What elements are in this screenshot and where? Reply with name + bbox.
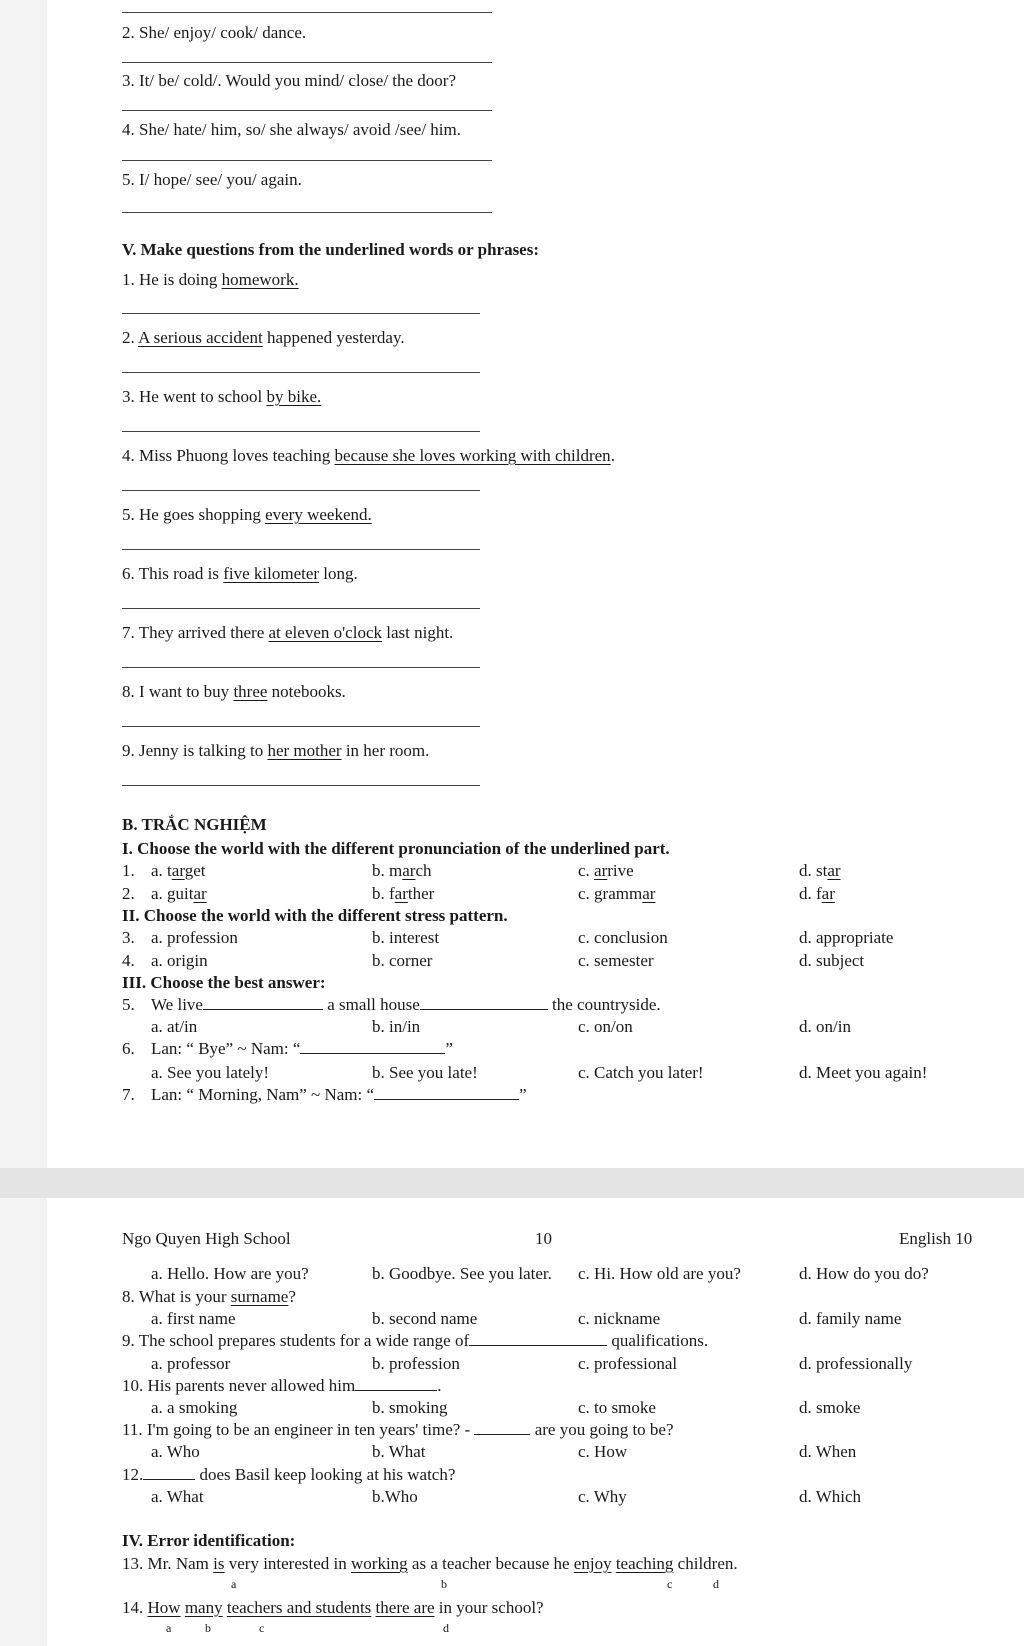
q13-label-d: d	[713, 1577, 719, 1591]
sentence-item-2: 2. She/ enjoy/ cook/ dance.	[122, 23, 307, 42]
q12-option-a: a. What	[151, 1487, 204, 1506]
q10-option-c: c. to smoke	[578, 1398, 656, 1417]
q3-option-d: d. appropriate	[799, 928, 894, 947]
q2-option-c: c. grammar	[578, 884, 656, 903]
question-item-4: 4. Miss Phuong loves teaching because she loves working with children.	[122, 446, 615, 465]
q5-option-a: a. at/in	[151, 1017, 198, 1036]
q4-option-d: d. subject	[799, 951, 865, 970]
q11-option-d: d. When	[799, 1442, 857, 1461]
q7-option-a: a. Hello. How are you?	[151, 1264, 309, 1283]
answer-line	[122, 212, 492, 213]
q3-option-c: c. conclusion	[578, 928, 668, 947]
q11-stem: 11. I'm going to be an engineer in ten years' time? - are you going to be?	[122, 1420, 674, 1439]
question-item-3: 3. He went to school by bike.	[122, 387, 322, 406]
q3-number: 3.	[122, 928, 135, 947]
answer-line	[122, 431, 480, 432]
question-item-6: 6. This road is five kilometer long.	[122, 564, 358, 583]
answer-line	[122, 490, 480, 491]
q7-option-b: b. Goodbye. See you later.	[372, 1264, 552, 1283]
sentence-item-5: 5. I/ hope/ see/ you/ again.	[122, 170, 302, 189]
answer-line	[122, 313, 480, 314]
q14-sentence: 14. How many teachers and students there are in your school?	[122, 1598, 544, 1617]
q2-option-b: b. farther	[372, 884, 435, 903]
answer-line	[122, 785, 480, 786]
page-gap	[0, 1168, 1024, 1198]
q6-option-c: c. Catch you later!	[578, 1063, 704, 1082]
q7-number: 7.	[122, 1085, 135, 1104]
q12-option-c: c. Why	[578, 1487, 627, 1506]
q7-stem: Lan: “ Morning, Nam” ~ Nam: “ ”	[151, 1085, 527, 1104]
q7-option-c: c. Hi. How old are you?	[578, 1264, 741, 1283]
footer-subject: English 10	[899, 1229, 973, 1248]
q12-option-b: b.Who	[372, 1487, 418, 1506]
q6-stem: Lan: “ Bye” ~ Nam: “ ”	[151, 1039, 453, 1058]
answer-line	[122, 372, 480, 373]
question-item-1: 1. He is doing homework.	[122, 270, 299, 289]
q12-option-d: d. Which	[799, 1487, 862, 1506]
q4-number: 4.	[122, 951, 135, 970]
q3-option-a: a. profession	[151, 928, 238, 947]
sentence-item-4: 4. She/ hate/ him, so/ she always/ avoid /see/ him.	[122, 120, 462, 139]
q11-option-c: c. How	[578, 1442, 628, 1461]
q6-option-b: b. See you late!	[372, 1063, 478, 1082]
q1-option-b: b. march	[372, 861, 432, 880]
q4-option-b: b. corner	[372, 951, 433, 970]
q9-option-c: c. professional	[578, 1354, 678, 1373]
section-i-title: I. Choose the world with the different pronunciation of the underlined part.	[122, 839, 670, 858]
q13-label-b: b	[441, 1577, 447, 1591]
footer-school: Ngo Quyen High School	[122, 1229, 291, 1248]
q14-label-c: c	[259, 1621, 265, 1635]
question-item-5: 5. He goes shopping every weekend.	[122, 505, 372, 524]
q10-option-a: a. a smoking	[151, 1398, 238, 1417]
q9-option-a: a. professor	[151, 1354, 231, 1373]
q11-option-b: b. What	[372, 1442, 426, 1461]
question-item-8: 8. I want to buy three notebooks.	[122, 682, 346, 701]
q5-option-c: c. on/on	[578, 1017, 633, 1036]
section-iii-title: III. Choose the best answer:	[122, 973, 326, 992]
question-item-2: 2. A serious accident happened yesterday.	[122, 328, 405, 347]
q11-option-a: a. Who	[151, 1442, 200, 1461]
q10-option-b: b. smoking	[372, 1398, 448, 1417]
q6-number: 6.	[122, 1039, 135, 1058]
q1-option-a: a. target	[151, 861, 206, 880]
q7-option-d: d. How do you do?	[799, 1264, 929, 1283]
q3-option-b: b. interest	[372, 928, 440, 947]
question-item-7: 7. They arrived there at eleven o'clock last night.	[122, 623, 454, 642]
sentence-item-3: 3. It/ be/ cold/. Would you mind/ close/ the door?	[122, 71, 457, 90]
q13-label-c: c	[667, 1577, 673, 1591]
answer-line	[122, 726, 480, 727]
section-ii-title: II. Choose the world with the different stress pattern.	[122, 906, 508, 925]
q10-stem: 10. His parents never allowed him .	[122, 1376, 442, 1395]
q8-option-d: d. family name	[799, 1309, 902, 1328]
q14-label-d: d	[443, 1621, 449, 1635]
answer-line	[122, 549, 480, 550]
q1-option-d: d. star	[799, 861, 841, 880]
q5-stem: We live a small house the countryside.	[151, 995, 661, 1014]
q4-option-c: c. semester	[578, 951, 654, 970]
q8-stem: 8. What is your surname?	[122, 1287, 296, 1306]
q9-option-d: d. professionally	[799, 1354, 913, 1373]
footer-page-number: 10	[535, 1229, 552, 1248]
q2-option-d: d. far	[799, 884, 835, 903]
section-v-title: V. Make questions from the underlined words or phrases:	[122, 240, 540, 259]
q9-option-b: b. profession	[372, 1354, 460, 1373]
worksheet-page-2	[47, 1198, 1024, 1646]
section-iv-title: IV. Error identification:	[122, 1531, 296, 1550]
q8-option-b: b. second name	[372, 1309, 478, 1328]
q1-number: 1.	[122, 861, 135, 880]
answer-line	[122, 608, 480, 609]
q6-option-a: a. See you lately!	[151, 1063, 270, 1082]
q14-label-b: b	[205, 1621, 211, 1635]
q6-option-d: d. Meet you again!	[799, 1063, 928, 1082]
answer-line	[122, 667, 480, 668]
q10-option-d: d. smoke	[799, 1398, 861, 1417]
answer-line	[122, 12, 492, 13]
q1-option-c: c. arrive	[578, 861, 634, 880]
q8-option-a: a. first name	[151, 1309, 236, 1328]
q13-label-a: a	[231, 1577, 237, 1591]
q2-option-a: a. guitar	[151, 884, 207, 903]
answer-line	[122, 110, 492, 111]
worksheet-page-1	[47, 0, 1024, 1168]
part-b-title: B. TRẮC NGHIỆM	[122, 815, 267, 834]
q14-label-a: a	[166, 1621, 172, 1635]
q9-stem: 9. The school prepares students for a wide range of qualifications.	[122, 1331, 709, 1350]
question-item-9: 9. Jenny is talking to her mother in her room.	[122, 741, 430, 760]
q12-stem: 12. does Basil keep looking at his watch?	[122, 1465, 456, 1484]
q5-number: 5.	[122, 995, 135, 1014]
q13-sentence: 13. Mr. Nam is very interested in working as a teacher because he enjoy teaching children.	[122, 1554, 738, 1573]
q4-option-a: a. origin	[151, 951, 208, 970]
answer-line	[122, 160, 492, 161]
q2-number: 2.	[122, 884, 135, 903]
q5-option-b: b. in/in	[372, 1017, 421, 1036]
answer-line	[122, 62, 492, 63]
q8-option-c: c. nickname	[578, 1309, 661, 1328]
q5-option-d: d. on/in	[799, 1017, 851, 1036]
